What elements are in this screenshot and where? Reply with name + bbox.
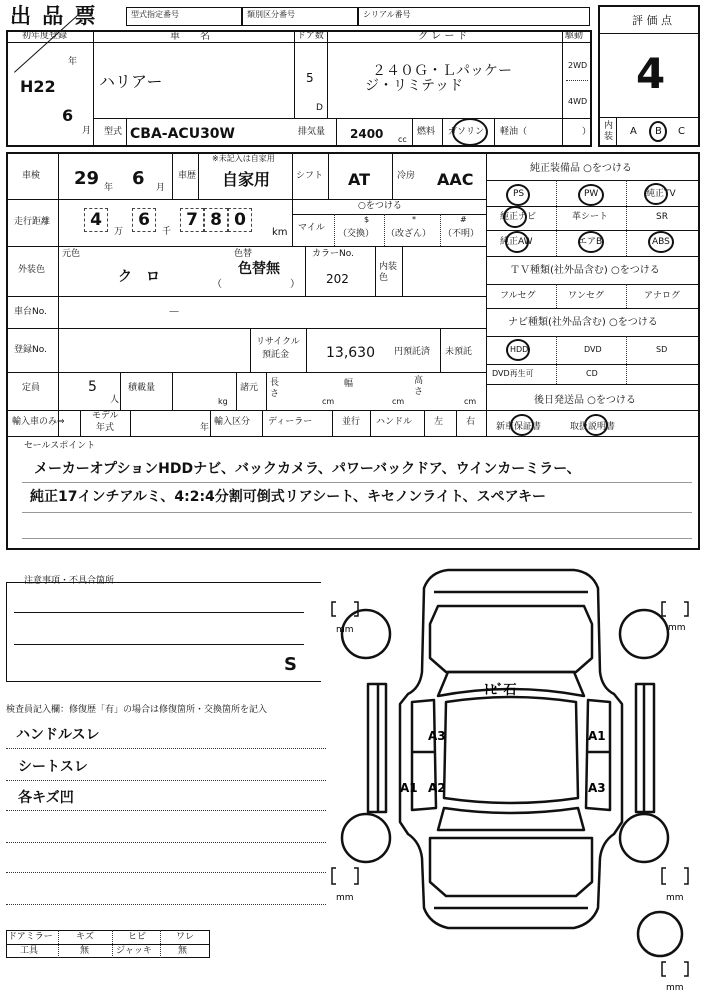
ac-value: AAC (437, 170, 474, 189)
hood-panel (430, 592, 592, 672)
first-reg-year-unit: 年 (68, 57, 78, 67)
navi-hdd-circle (506, 339, 530, 361)
inspector-label: 検査員記入欄：修復歴「有」の場合は修復箇所・交換箇所を記入 (6, 705, 268, 715)
bracket-front-right (662, 602, 688, 616)
tv-title: ＴＶ種類(社外品含む) ○をつける (510, 265, 660, 276)
docs-manual: 取扱説明書 (570, 422, 616, 432)
mm-rear-right: mm (666, 893, 684, 903)
mark-a3-front-left: A3 (428, 729, 446, 743)
chassis-label: 車台No. (14, 307, 47, 317)
import-label: 輸入車のみ⇒ (12, 417, 65, 427)
equip-sr: SR (656, 212, 668, 222)
fuel-diesel: 軽油（ (500, 127, 528, 137)
equip-abs: ABS (652, 237, 670, 247)
tv-analog: アナログ (644, 291, 681, 301)
type-designation-field[interactable] (126, 7, 242, 26)
chassis-value: － (168, 305, 181, 319)
car-name: ハリアー (99, 72, 163, 91)
recycle-not-deposited: 未預託 (445, 347, 473, 357)
navi-dvd: DVD (584, 345, 602, 354)
docs-warranty: 新車保証書 (496, 422, 542, 432)
mileage-km-unit: km (272, 227, 288, 238)
model-year-label-2: 年式 (96, 423, 115, 433)
recycle-deposited: 円預託済 (394, 347, 431, 357)
mileage-digit-4: 8 (204, 208, 228, 232)
fuel-label: 燃料 (417, 127, 436, 137)
rating-box (598, 5, 700, 147)
wheel-front-right (620, 610, 668, 658)
history-value: 自家用 (222, 170, 271, 189)
first-reg-month: 6 (62, 106, 74, 125)
bracket-spare (662, 962, 688, 976)
form-title: 出 品 票 (10, 4, 98, 28)
import-dealer: ディーラー (268, 417, 313, 427)
import-type-label: 輸入区分 (214, 417, 251, 427)
mileage-mile: マイル (298, 223, 325, 233)
equip-aw-circle (505, 231, 529, 253)
equip-aw: 純正AW (500, 237, 533, 247)
color-no-label: カラーNo. (312, 249, 354, 259)
equip-ps-circle (506, 184, 530, 206)
navi-cd: CD (586, 369, 598, 378)
handle-left: 左 (434, 417, 444, 427)
capacity-unit: 人 (110, 395, 120, 405)
interior-color-label: 内装色 (379, 262, 398, 283)
equip-pw-circle (578, 184, 604, 206)
load-unit: kg (218, 397, 228, 406)
serial-number-field[interactable] (358, 7, 590, 26)
width-unit: cm (392, 397, 405, 406)
interior-grade-label: 内装 (604, 121, 614, 142)
mileage-digit-3: 7 (180, 208, 204, 232)
category-number-field[interactable] (242, 7, 358, 26)
legend-mirror: ドアミラー (8, 932, 53, 942)
mileage-sen-unit: 千 (162, 227, 172, 237)
navi-title: ナビ種類(社外品含む) ○をつける (508, 317, 658, 328)
mileage-digit-2: 6 (132, 208, 156, 232)
equip-navi: 純正ナビ (500, 212, 537, 222)
capacity-value: 5 (88, 379, 97, 395)
selling-points-label: セールスポイント (24, 441, 96, 451)
type-designation-label: 型式指定番号 (131, 10, 179, 19)
legend-jack-value: 無 (178, 946, 188, 956)
interior-grade-circle (649, 121, 667, 142)
mileage-altered: （改ざん） (386, 229, 432, 239)
original-color-label: 元色 (62, 249, 81, 259)
serial-number-label: シリアル番号 (363, 10, 411, 19)
mm-front-right: mm (668, 623, 686, 633)
equip-ps: PS (513, 189, 525, 199)
trunk-panel (430, 838, 592, 908)
glass-note: ﾄﾋﾞ石 (484, 683, 517, 698)
docs-warranty-circle (510, 414, 534, 436)
car-body-outline (400, 570, 622, 928)
mileage-altered-top: * (412, 215, 416, 224)
inspection-label: 車検 (22, 171, 41, 181)
tv-fullseg: フルセグ (500, 291, 536, 301)
recycle-label-2: 預託金 (262, 350, 290, 360)
mark-a1-front-right: A1 (588, 729, 606, 743)
mileage-digit-1: 4 (84, 208, 108, 232)
mm-front-left: mm (336, 625, 354, 635)
dims-label: 諸元 (240, 383, 259, 393)
car-damage-diagram[interactable] (330, 562, 700, 992)
notes-s-mark: S (284, 654, 297, 675)
doors-label: ドア数 (297, 31, 324, 41)
mileage-exchange: （交換） (338, 229, 375, 239)
color-no: 202 (326, 272, 349, 286)
inspection-year-unit: 年 (104, 183, 114, 193)
drive-4wd: 4WD (568, 97, 588, 106)
equip-navi-circle (503, 206, 527, 228)
docs-manual-circle (584, 414, 608, 436)
color-change-open: （ (212, 279, 222, 290)
shift-value: AT (348, 170, 371, 189)
notes-label: 注意事項・不具合箇所 (24, 576, 115, 586)
color-label: 外装色 (18, 265, 46, 275)
capacity-label: 定員 (22, 383, 41, 393)
bracket-rear-left (332, 868, 358, 884)
doors-value: 5 (306, 71, 314, 85)
original-color: ク ロ (118, 269, 160, 285)
interior-grade-b: B (655, 126, 662, 137)
bracket-rear-right (662, 868, 688, 884)
legend-jack: ジャッキ (116, 946, 152, 956)
mark-a1-left: A1 (400, 781, 418, 795)
rear-window (438, 808, 584, 830)
legend-tools: 工具 (20, 946, 39, 956)
wheel-rear-right (620, 814, 668, 862)
mm-rear-left: mm (336, 893, 354, 903)
notes-box (6, 582, 321, 682)
equip-leather: 革シート (572, 212, 609, 222)
color-change: 色替無 (238, 261, 280, 277)
fuel-diesel-close: ） (582, 127, 592, 137)
dvd-playable: DVD再生可 (492, 369, 534, 378)
history-note: ※未記入は自家用 (212, 154, 275, 163)
grade-line2: ジ・リミテッド (365, 78, 463, 94)
inspection-month-unit: 月 (156, 183, 166, 193)
shift-label: シフト (296, 171, 324, 181)
wheel-spare (638, 912, 682, 956)
category-number-label: 類別区分番号 (247, 10, 295, 19)
fuel-gasoline-circle (452, 118, 488, 146)
car-name-label: 車 名 (170, 31, 210, 42)
load-label: 積載量 (128, 383, 156, 393)
length-unit: cm (322, 397, 335, 406)
legend-scratch: キズ (76, 932, 94, 942)
interior-grade-c: C (678, 126, 685, 137)
equip-abs-circle (648, 231, 674, 253)
equip-airbag-circle (578, 231, 604, 253)
mileage-unknown: （不明） (443, 229, 480, 239)
selling-points-line1: メーカーオプションHDDナビ、バックカメラ、パワーバックドア、ウインカーミラー、 (34, 461, 581, 477)
inspection-month: 6 (132, 168, 145, 189)
recycle-amount: 13,630 (326, 345, 375, 361)
legend-crack: ヒビ (128, 932, 147, 942)
selling-points-line2: 純正17インチアルミ、4:2:4分割可倒式リアシート、キセノンライト、スペアキー (30, 489, 547, 505)
first-reg-label: 初年度登録 (22, 31, 68, 41)
mileage-unknown-top: # (460, 215, 467, 224)
displacement-label: 排気量 (298, 127, 326, 137)
mileage-exchange-top: $ (364, 215, 370, 224)
color-change-close: ） (290, 279, 300, 290)
displacement-unit: cc (398, 135, 407, 144)
left-side-strips (368, 684, 386, 812)
mark-a3-right: A3 (588, 781, 606, 795)
first-reg-era: H22 (20, 77, 56, 96)
equip-tv-circle (644, 183, 668, 205)
model-code: CBA-ACU30W (130, 126, 235, 142)
first-reg-month-unit: 月 (82, 126, 92, 136)
navi-hdd: HDD (510, 345, 529, 354)
right-side-strips (636, 684, 654, 812)
rating-score: 4 (636, 49, 666, 98)
mileage-mark-label: ○をつける (358, 201, 402, 211)
inspector-item-1: ハンドルスレ (16, 727, 100, 743)
drive-label: 駆動 (565, 31, 584, 41)
model-year-label-1: モデル (92, 411, 119, 421)
handle-right: 右 (466, 417, 476, 427)
mm-spare: mm (666, 983, 684, 992)
height-label: 高さ (414, 376, 424, 397)
wheel-rear-left (342, 814, 390, 862)
registration-label: 登録No. (14, 345, 47, 355)
roof-panel (444, 697, 578, 803)
ac-label: 冷房 (397, 171, 416, 181)
doors-sub: D (316, 103, 323, 113)
mark-a2-left: A2 (428, 781, 446, 795)
inspector-item-3: 各キズ凹 (18, 790, 74, 806)
inspector-item-2: シートスレ (18, 759, 88, 775)
history-label: 車歴 (178, 171, 197, 181)
model-label: 型式 (104, 127, 123, 137)
drive-2wd: 2WD (568, 61, 588, 70)
legend-tools-value: 無 (80, 946, 90, 956)
color-change-label: 色替 (234, 249, 253, 259)
equip-pw: PW (584, 189, 599, 199)
width-label: 幅 (344, 379, 354, 389)
equipment-title: 純正装備品 ○をつける (530, 163, 632, 174)
interior-grade-a: A (630, 126, 637, 137)
equip-airbag: エアB (578, 237, 603, 247)
fuel-gasoline: ガソリン (448, 127, 485, 137)
grade-label: グ レ ー ド (418, 31, 468, 42)
displacement-value: 2400 (350, 127, 384, 141)
recycle-label-1: リサイクル (256, 337, 300, 347)
equip-tv: 純正TV (646, 189, 676, 199)
mileage-man-unit: 万 (114, 227, 124, 237)
tv-oneseg: ワンセグ (568, 291, 605, 301)
navi-sd: SD (656, 345, 668, 354)
mileage-label: 走行距離 (14, 217, 51, 227)
docs-title: 後日発送品 ○をつける (534, 395, 636, 406)
grade-line1: ２４０Ｇ・Ｌパッケー (372, 63, 512, 79)
legend-break: ワレ (176, 932, 195, 942)
model-year-unit: 年 (200, 423, 210, 433)
length-label: 長さ (270, 378, 280, 399)
mileage-digit-5: 0 (228, 208, 252, 232)
handle-label: ハンドル (376, 417, 413, 427)
rating-label: 評 価 点 (632, 14, 672, 27)
inspection-year: 29 (74, 168, 100, 189)
import-parallel: 並行 (342, 417, 361, 427)
height-unit: cm (464, 397, 477, 406)
